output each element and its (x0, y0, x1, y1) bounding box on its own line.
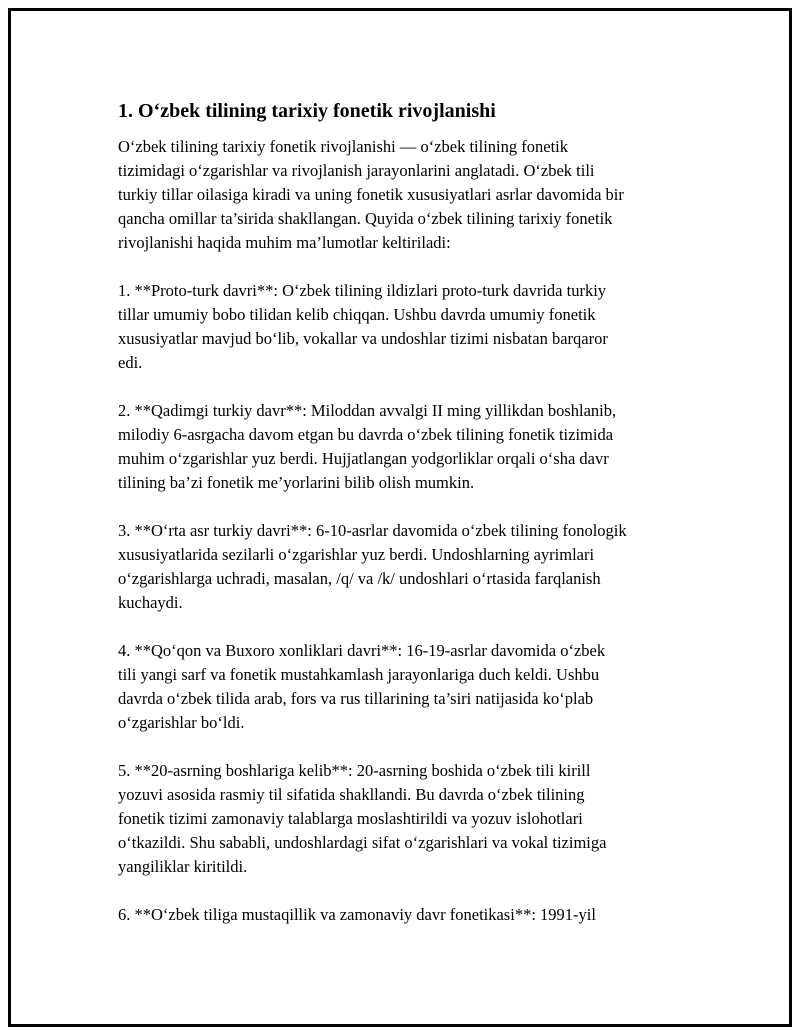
paragraph-old-turkic: 2. **Qadimgi turkiy davr**: Miloddan avvalgi II ming yillikdan boshlanib, milodiy 6-asrgacha davom etgan bu davrda o‘zbek tilining fonetik tizimida muhim o‘zgarishlar yuz berdi. Hujjatlangan yodgorliklar orqali o‘sha davr tilining ba’zi fonetik me’yorlarini bilib olish mumkin. (118, 401, 617, 492)
paragraph-20th-century: 5. **20-asrning boshlariga kelib**: 20-asrning boshida o‘zbek tili kirill yozuvi asosida rasmiy til sifatida shakllandi. Bu davrda o‘zbek tilining fonetik tizimi zamonaviy talablarga moslashtirildi va yozuv islohotlari o‘tkazildi. Shu sababli, undoshlardagi sifat o‘zgarishlari va vokal tizimiga yangiliklar kiritildi. (118, 761, 607, 876)
intro-paragraph: O‘zbek tilining tarixiy fonetik rivojlanishi — o‘zbek tilining fonetik tizimidagi o‘zgarishlar va rivojlanish jarayonlarini anglatadi. O‘zbek tili turkiy tillar oilasiga kiradi va uning fonetik xususiyatlari asrlar davomida bir qancha omillar ta’sirida shakllangan. Quyida o‘zbek tilining tarixiy fonetik rivojlanishi haqida muhim ma’lumotlar keltiriladi: (118, 137, 624, 252)
paragraph-khanates: 4. **Qo‘qon va Buxoro xonliklari davri**: 16-19-asrlar davomida o‘zbek tili yangi sarf va fonetik mustahkamlash jarayonlariga duch keldi. Ushbu davrda o‘zbek tilida arab, fors va rus tillarining ta’siri natijasida ko‘plab o‘zgarishlar bo‘ldi. (118, 641, 606, 732)
document-body (118, 97, 718, 951)
section-heading: 1. O‘zbek tilining tarixiy fonetik rivojlanishi (118, 100, 496, 122)
page-frame (8, 8, 792, 1027)
paragraph-independence: 6. **O‘zbek tiliga mustaqillik va zamonaviy davr fonetikasi**: 1991-yil (118, 905, 596, 924)
paragraph-proto-turk: 1. **Proto-turk davri**: O‘zbek tilining ildizlari proto-turk davrida turkiy tillar umumiy bobo tilidan kelib chiqqan. Ushbu davrda umumiy fonetik xususiyatlar mavjud bo‘lib, vokallar va undoshlar tizimi nisbatan barqaror edi. (118, 281, 608, 372)
paragraph-middle-turkic: 3. **O‘rta asr turkiy davri**: 6-10-asrlar davomida o‘zbek tilining fonologik xususiyatlarida sezilarli o‘zgarishlar yuz berdi. Undoshlarning ayrimlari o‘zgarishlarga uchradi, masalan, /q/ va /k/ undoshlari o‘rtasida farqlanish kuchaydi. (118, 521, 627, 612)
